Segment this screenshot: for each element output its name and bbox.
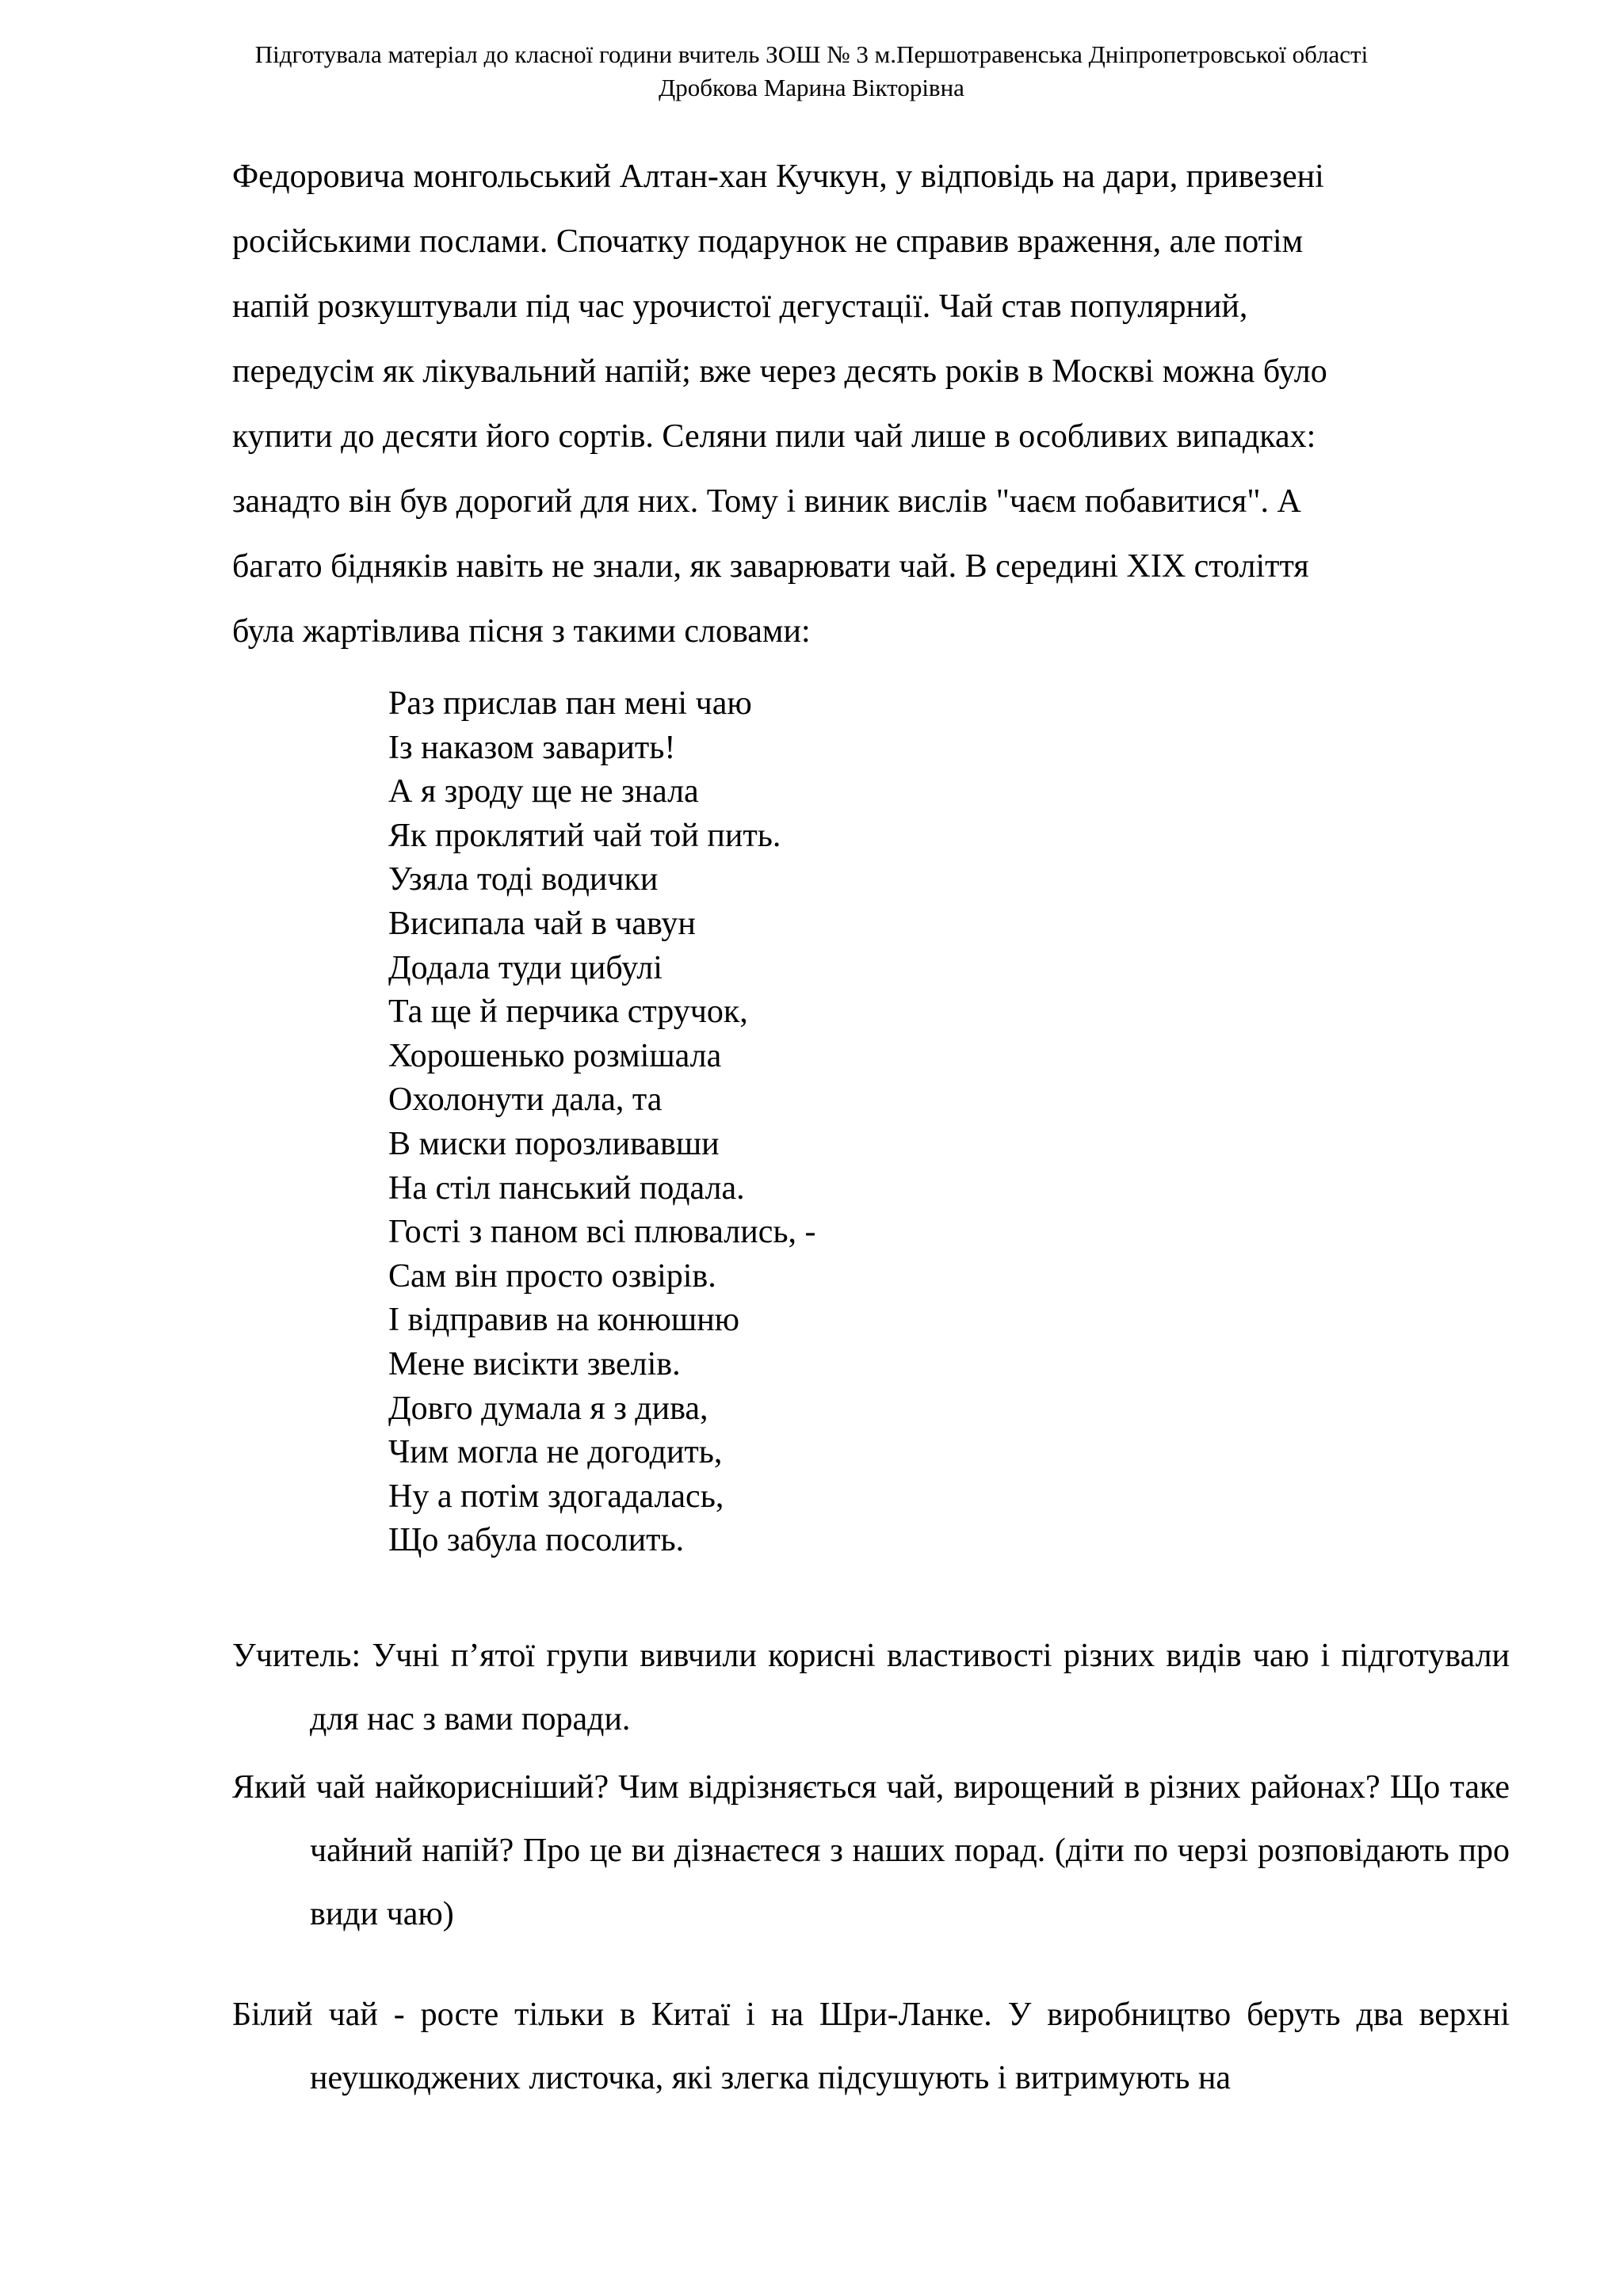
poem-line: А я зроду ще не знала [388,773,699,810]
poem-line: В миски порозливавши [388,1125,720,1162]
intro-line: передусім як лікувальний напій; вже через десять років в Москві можна було [232,353,1327,390]
poem-line: Охолонути дала, та [388,1081,663,1119]
poem-line: Хорошенько розмішала [388,1037,722,1074]
header-author-line: Підготувала матеріал до класної години вчитель ЗОШ № 3 м.Першотравенська Дніпропетровської області [254,40,1369,68]
poem-line: Чим могла не догодить, [388,1434,723,1471]
intro-line: багато бідняків навіть не знали, як заварювати чай. В середині XIX століття [232,548,1309,585]
intro-line: напій розкуштували під час урочистої дегустації. Чай став популярний, [232,288,1248,325]
header-author-name: Дробкова Марина Вікторівна [659,74,964,101]
poem-line: Мене висікти звелів. [388,1345,681,1383]
poem-line: Гості з паном всі плювались, - [388,1214,816,1251]
question-text: Який чай найкорисніший? Чим відрізняється чай, вирощений в різних районах? Що таке чайний напій? Про це ви дізнаєтеся з наших порад. [232,1769,1510,1869]
poem-line: Узяла тоді водички [388,861,659,898]
poem-line: На стіл панський подала. [388,1169,745,1207]
poem-line: Ну а потім здогадалась, [388,1478,724,1515]
poem-line: Сам він просто озвірів. [388,1257,716,1295]
poem-line: Додала туди цибулі [388,949,663,986]
poem-line: Та ще й перчика стручок, [388,994,748,1031]
intro-line: Федоровича монгольський Алтан-хан Кучкун, у відповідь на дари, привезені [232,158,1324,195]
question-note: (діти по черзі розповідають про види чаю) [310,1833,1510,1932]
teacher-paragraph: Учитель: Учні п’ятої групи вивчили корисні властивості різних видів чаю і підготували для нас з вами поради. [232,1638,1510,1737]
intro-line: була жартівлива пісня з такими словами: [232,613,811,650]
poem-line: Як проклятий чай той пить. [388,817,781,854]
intro-paragraph [232,144,1516,664]
poem-line: Із наказом заварить! [388,729,676,766]
poem-line: Довго думала я з дива, [388,1390,708,1427]
poem-line: І відправив на конюшню [388,1302,740,1339]
poem-block [388,682,815,1563]
intro-line: занадто він був дорогий для них. Тому і виник вислів "чаєм побавитися". А [232,483,1301,520]
intro-line: російськими послами. Спочатку подарунок не справив враження, але потім [232,223,1304,260]
intro-line: купити до десяти його сортів. Селяни пили чай лише в особливих випадках: [232,418,1316,455]
poem-line: Висипала чай в чавун [388,905,696,942]
page-header [0,38,1623,105]
question-paragraph [232,1756,1510,1946]
poem-line: Раз прислав пан мені чаю [388,685,752,722]
white-tea-paragraph: Білий чай - росте тільки в Китаї і на Шри-Ланке. У виробництво беруть два верхні неушкоджених листочка, які злегка підсушують і витримують на [232,1997,1510,2096]
poem-line: Що забула посолить. [388,1522,685,1559]
